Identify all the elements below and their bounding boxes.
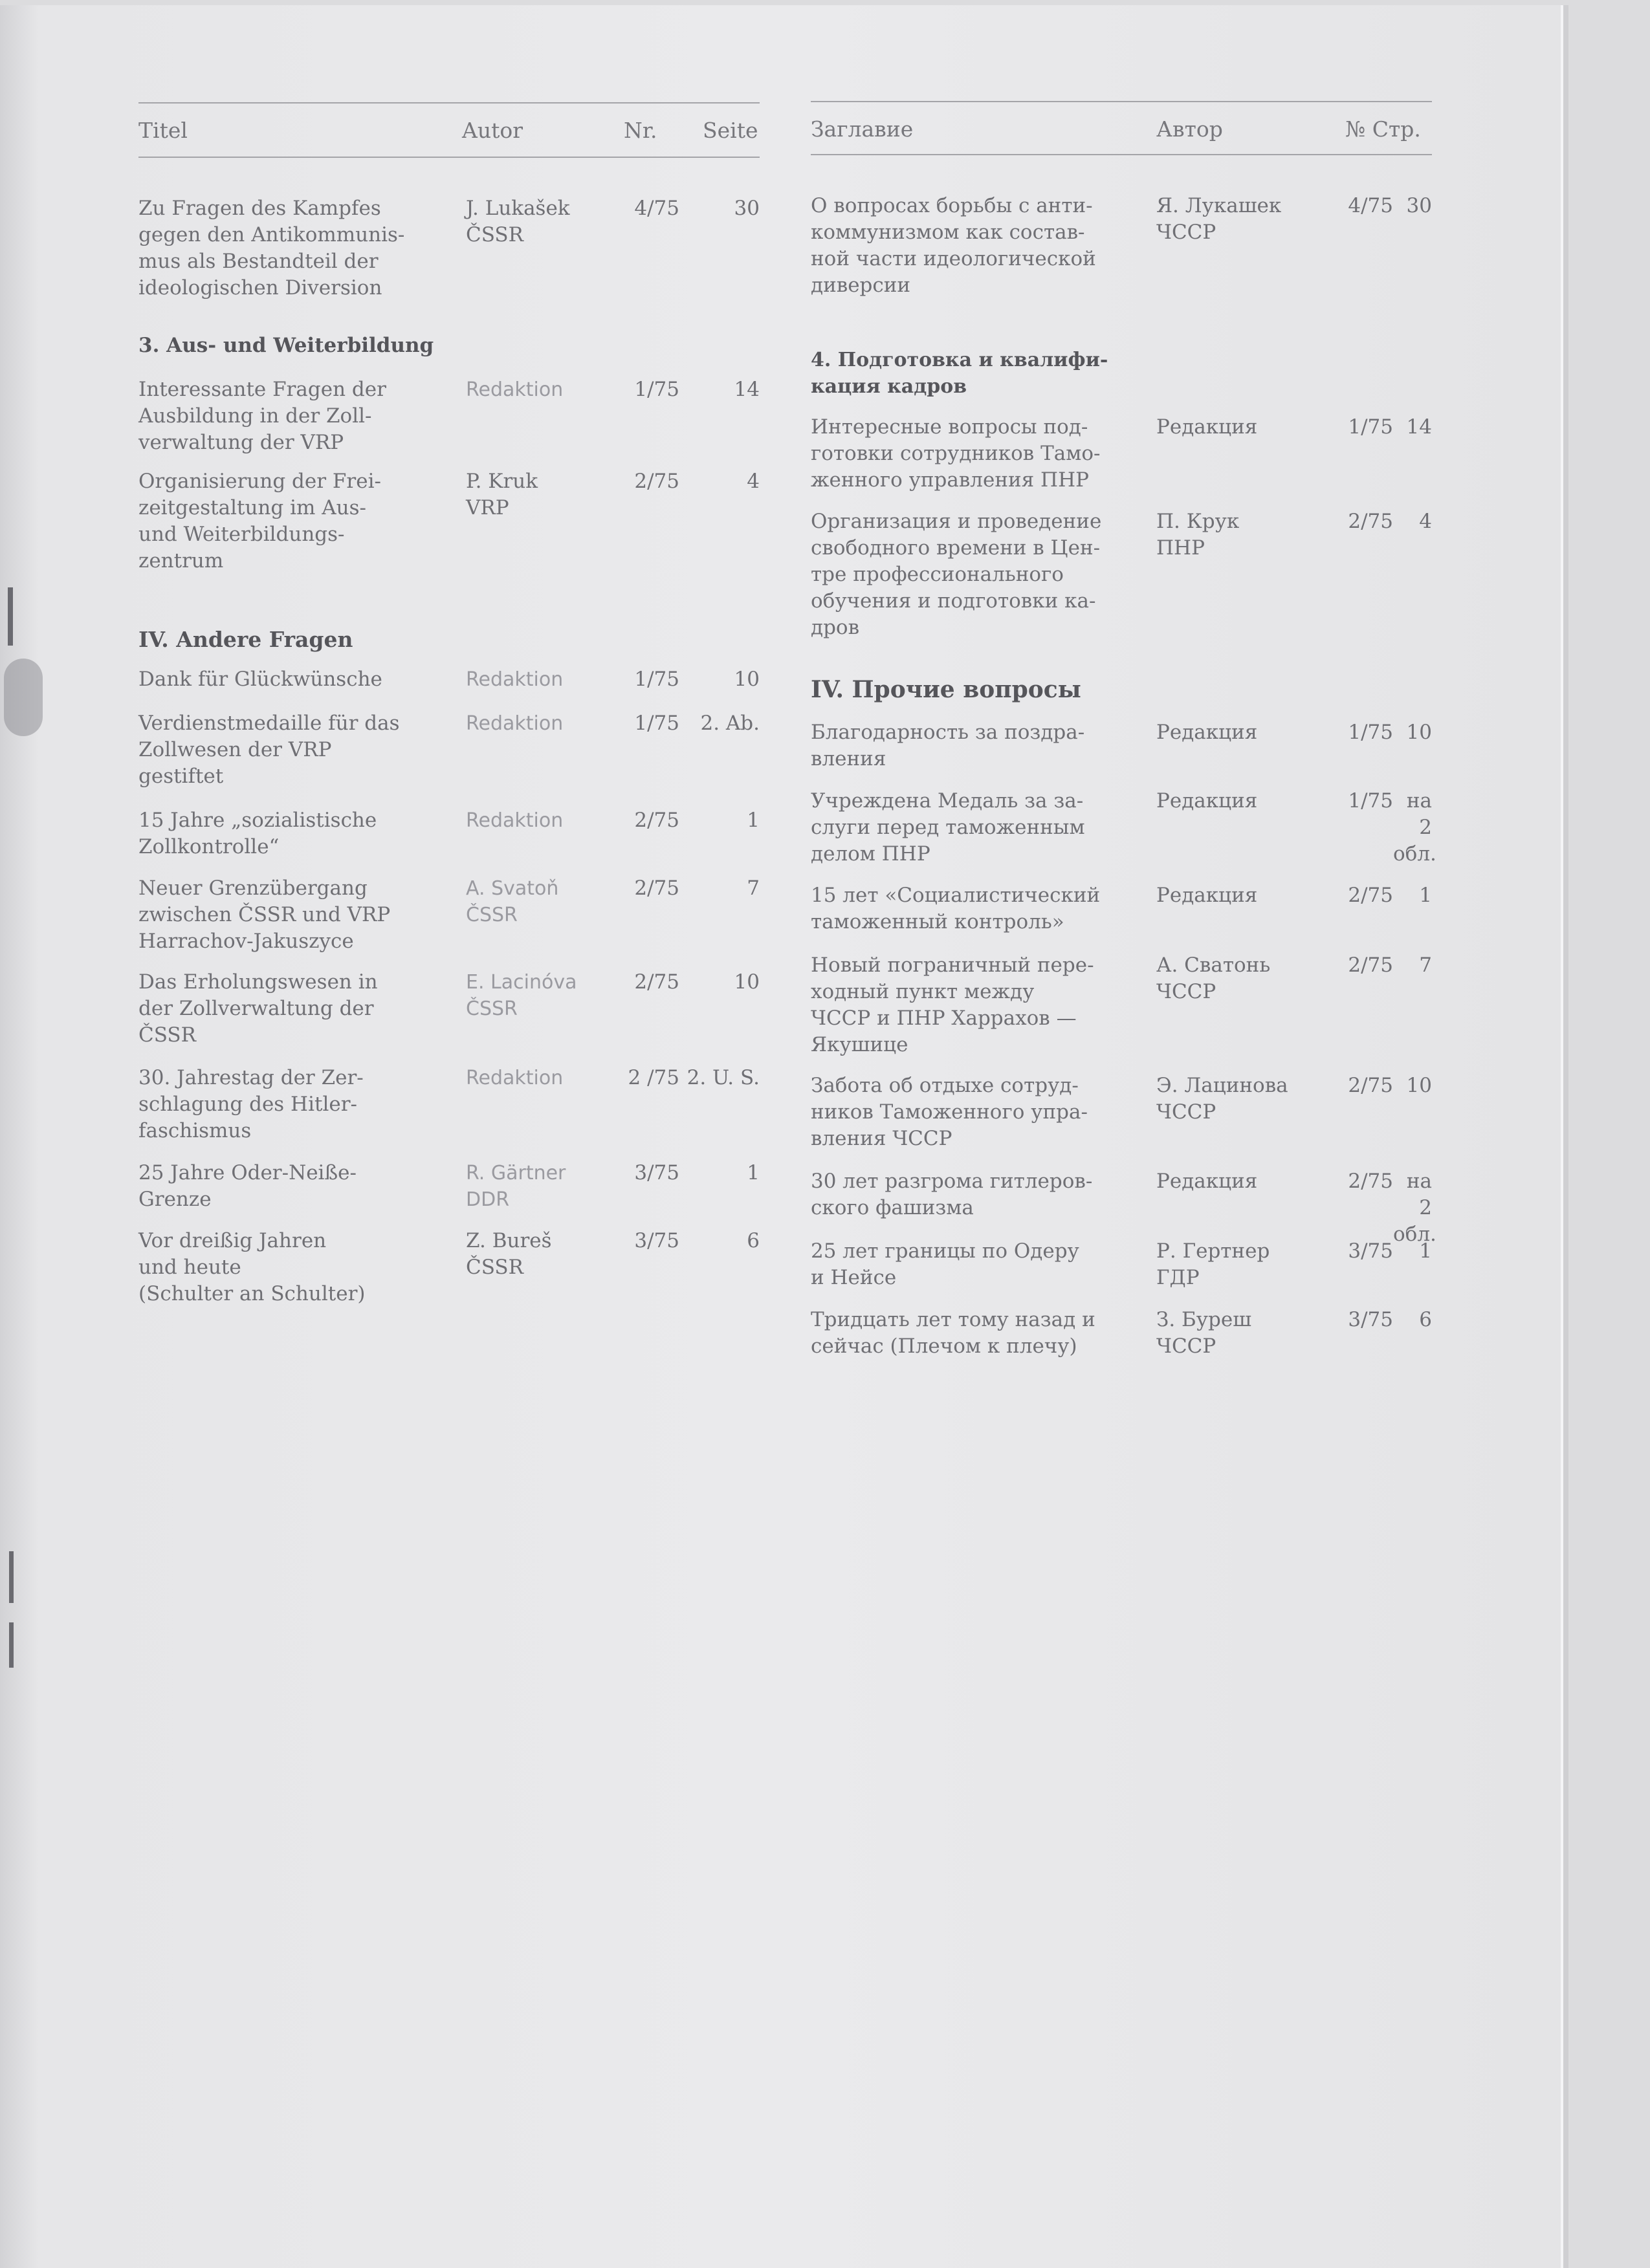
entry-title: Учреждена Медаль за за- слуги перед таможенным делом ПНР xyxy=(811,789,1085,866)
entry-issue: 2/75 xyxy=(1348,1170,1393,1193)
entry-title: 30. Jahrestag der Zer- schlagung des Hitler- faschismus xyxy=(138,1066,364,1142)
right-section-heading: 4. Подготовка и квалифи- кация кадров xyxy=(811,349,1108,398)
entry-author: Редакция xyxy=(1156,721,1258,744)
list-item xyxy=(811,952,1432,1085)
entry-author: Redaktion xyxy=(466,378,564,401)
list-item xyxy=(811,508,1432,641)
binding-mark xyxy=(8,587,13,646)
entry-title: Neuer Grenzübergang zwischen ČSSR und VRP Harrachov-Jakuszyce xyxy=(138,877,391,953)
entry-title: Благодарность за поздра- вления xyxy=(811,721,1085,770)
entry-page: 30 xyxy=(734,197,760,220)
entry-page: 14 xyxy=(734,378,760,401)
entry-page: 10 xyxy=(1406,1074,1432,1097)
entry-page: на 2 обл. xyxy=(1393,789,1436,866)
left-section-heading: IV. Andere Fragen xyxy=(138,627,353,652)
entry-author: Redaktion xyxy=(466,1067,564,1089)
entry-title: 15 лет «Социалистический таможенный контроль» xyxy=(811,884,1101,933)
entry-issue: 4/75 xyxy=(1348,194,1393,217)
entry-author: Redaktion xyxy=(466,668,564,691)
entry-page: 2. U. S. xyxy=(687,1066,760,1089)
entry-page: 4 xyxy=(747,470,760,493)
entry-author: Редакция xyxy=(1156,884,1258,907)
entry-author: А. Сватонь ЧССР xyxy=(1156,954,1271,1003)
entry-author: A. Svatoň ČSSR xyxy=(466,877,559,926)
entry-page: 6 xyxy=(747,1229,760,1252)
entry-author: Редакция xyxy=(1156,789,1258,812)
entry-issue: 1/75 xyxy=(1348,415,1393,439)
entry-page: 10 xyxy=(734,668,760,691)
entry-author: Редакция xyxy=(1156,1170,1258,1193)
entry-issue: 3/75 xyxy=(634,1161,679,1184)
entry-page: 30 xyxy=(1406,194,1432,217)
left-header-page: Seite xyxy=(703,118,758,143)
entry-author: P. Kruk VRP xyxy=(466,470,538,519)
entry-issue: 2/75 xyxy=(634,970,679,994)
entry-title: Dank für Glückwünsche xyxy=(138,668,382,691)
entry-author: Z. Bureš ČSSR xyxy=(466,1229,552,1279)
entry-title: Организация и проведение свободного времени в Цен- тре профессионального обучения и подготовки ка- дров xyxy=(811,510,1102,639)
entry-issue: 2/75 xyxy=(634,470,679,493)
entry-page: 2. Ab. xyxy=(700,712,760,735)
binding-mark xyxy=(4,659,43,736)
entry-issue: 2/75 xyxy=(1348,954,1393,977)
entry-title: Organisierung der Frei- zeitgestaltung im Aus- und Weiterbildungs- zentrum xyxy=(138,470,381,572)
entry-author: Я. Лукашек ЧССР xyxy=(1156,194,1282,244)
entry-title: Interessante Fragen der Ausbildung in der Zoll- verwaltung der VRP xyxy=(138,378,386,454)
left-header-rule-top xyxy=(138,102,760,104)
entry-issue: 1/75 xyxy=(634,378,679,401)
entry-page: 6 xyxy=(1419,1308,1432,1331)
entry-page: 1 xyxy=(1419,1239,1432,1263)
right-header-author: Автор xyxy=(1156,116,1223,142)
page-sheet xyxy=(0,5,1563,2268)
entry-issue: 2/75 xyxy=(1348,884,1393,907)
entry-title: Vor dreißig Jahren und heute (Schulter an Schulter) xyxy=(138,1229,366,1305)
entry-title: Интересные вопросы под- готовки сотрудников Тамо- женного управления ПНР xyxy=(811,415,1101,492)
left-header-nr: Nr. xyxy=(624,118,657,143)
right-header-rule-top xyxy=(811,101,1432,102)
entry-issue: 1/75 xyxy=(1348,789,1393,812)
entry-issue: 2/75 xyxy=(634,809,679,832)
binding-mark xyxy=(9,1551,14,1603)
entry-page: 1 xyxy=(1419,884,1432,907)
entry-page: 7 xyxy=(1419,954,1432,977)
entry-title: Тридцать лет тому назад и сейчас (Плечом к плечу) xyxy=(811,1308,1095,1358)
entry-author: Э. Лацинова ЧССР xyxy=(1156,1074,1288,1124)
entry-issue: 3/75 xyxy=(1348,1308,1393,1331)
entry-author: Redaktion xyxy=(466,809,564,832)
entry-issue: 2 /75 xyxy=(628,1066,679,1089)
entry-author: J. Lukašek ČSSR xyxy=(466,197,570,246)
left-header-author: Autor xyxy=(462,118,523,143)
entry-issue: 1/75 xyxy=(634,712,679,735)
list-item xyxy=(811,193,1432,325)
right-header-nr-page: № Стр. xyxy=(1345,116,1421,142)
binding-mark xyxy=(9,1622,14,1668)
entry-author: R. Gärtner DDR xyxy=(466,1162,566,1211)
entry-page: на 2 обл. xyxy=(1393,1170,1436,1246)
entry-author: Redaktion xyxy=(466,712,564,735)
entry-page: 1 xyxy=(747,1161,760,1184)
entry-title: Новый пограничный пере- ходный пункт между ЧССР и ПНР Харрахов — Якушице xyxy=(811,954,1094,1056)
list-item xyxy=(138,1228,760,1360)
entry-author: Р. Гертнер ГДР xyxy=(1156,1239,1270,1289)
list-item xyxy=(138,195,760,328)
entry-title: Verdienstmedaille für das Zollwesen der VRP gestiftet xyxy=(138,712,400,788)
entry-page: 10 xyxy=(1406,721,1432,744)
entry-issue: 2/75 xyxy=(1348,510,1393,533)
entry-title: Das Erholungswesen in der Zollverwaltung der ČSSR xyxy=(138,970,378,1047)
right-header-title: Заглавие xyxy=(811,116,914,142)
entry-issue: 2/75 xyxy=(634,877,679,900)
entry-issue: 1/75 xyxy=(634,668,679,691)
left-section-heading: 3. Aus- und Weiterbildung xyxy=(138,334,434,357)
entry-author: E. Lacinóva ČSSR xyxy=(466,971,577,1020)
entry-page: 10 xyxy=(734,970,760,994)
entry-issue: 4/75 xyxy=(634,197,679,220)
entry-author: З. Буреш ЧССР xyxy=(1156,1308,1252,1358)
entry-issue: 3/75 xyxy=(1348,1239,1393,1263)
left-header-title: Titel xyxy=(138,118,188,143)
entry-page: 4 xyxy=(1419,510,1432,533)
right-header-rule-bottom xyxy=(811,154,1432,155)
list-item xyxy=(811,1307,1432,1439)
entry-page: 7 xyxy=(747,877,760,900)
entry-page: 1 xyxy=(747,809,760,832)
list-item xyxy=(138,468,760,601)
entry-title: 25 лет границы по Одеру и Нейсе xyxy=(811,1239,1079,1289)
entry-issue: 3/75 xyxy=(634,1229,679,1252)
entry-title: 30 лет разгрома гитлеров- ского фашизма xyxy=(811,1170,1093,1219)
left-header-rule-bottom xyxy=(138,157,760,158)
entry-title: Забота об отдыхе сотруд- ников Таможенного упра- вления ЧССР xyxy=(811,1074,1088,1150)
right-section-heading: IV. Прочие вопросы xyxy=(811,676,1081,703)
entry-title: 25 Jahre Oder-Neiße- Grenze xyxy=(138,1161,357,1211)
entry-issue: 2/75 xyxy=(1348,1074,1393,1097)
entry-title: 15 Jahre „sozialistische Zollkontrolle“ xyxy=(138,809,377,858)
entry-author: П. Крук ПНР xyxy=(1156,510,1240,560)
entry-title: О вопросах борьбы с анти- коммунизмом как состав- ной части идеологической диверсии xyxy=(811,194,1096,297)
entry-title: Zu Fragen des Kampfes gegen den Antikommunis- mus als Bestandteil der ideologischen Diversion xyxy=(138,197,405,300)
entry-author: Редакция xyxy=(1156,415,1258,439)
entry-page: 14 xyxy=(1406,415,1432,439)
entry-issue: 1/75 xyxy=(1348,721,1393,744)
